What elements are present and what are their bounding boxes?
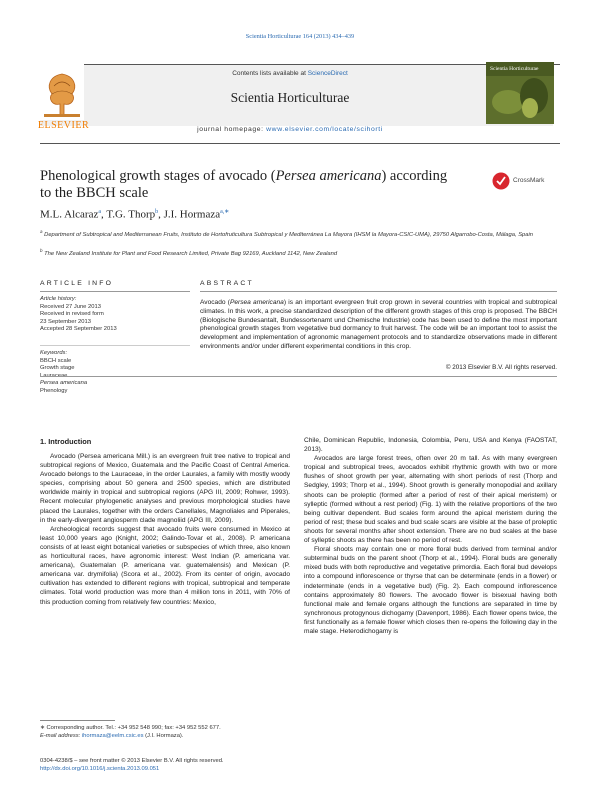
abstract-body: ) is an important evergreen fruit crop grown in several countries with tropical and subtropical climates. In this work, a precise standardized description of the different growth stages of this crop is proposed. The BBCH (Biologische Bundesantalt, Bundessortenamt und Chemische Industrie) code has been used to define the most important phenological growth stages from vegetative bud dormancy to fruit harvest. The code will be an important tool to assist the development and implementation of agronomic management protocols and to standardize observations made in different environments and/or under different experimental conditions in this crop. xyxy=(200,299,557,350)
author-name[interactable]: T.G. Thorp xyxy=(106,208,156,221)
affiliation-text: The New Zealand Institute for Plant and Food Research Limited, Private Bag 92169, Auckland 1142, New Zealand xyxy=(44,250,338,257)
cover-title: Scientia Horticulturae xyxy=(490,66,539,72)
history-line: Accepted 28 September 2013 xyxy=(40,326,117,332)
doi-link[interactable]: http://dx.doi.org/10.1016/j.scienta.2013.09.051 xyxy=(40,765,160,772)
journal-reference[interactable]: Scientia Horticulturae 164 (2013) 434–439 xyxy=(245,33,355,40)
paragraph: Floral shoots may contain one or more floral buds derived from terminal and/or subterminal buds on the parent shoot (Thorp et al., 1994). Floral buds are generally mixed buds with both reproductive and vegetative primordia. Each floral bud develops into a compound inflorescence or thyrse that can be determinate (ends in a flower) or indeterminate (ends in a vegetative bud) (Fig. 2). Each compound inflorescence contains approximately 80 flowers. The avocado flower is bisexual having both functional male and female organs although the functions are separated in time by synchronous protogynous dichogamy (Davenport, 1986). Each flower opens twice, the first functionally as a female flower which closes then re-opens the following day in the male stage. Heterodichogamy is xyxy=(304,546,557,635)
paragraph: Chile, Dominican Republic, Indonesia, Colombia, Peru, USA and Kenya (FAOSTAT, 2013). xyxy=(304,437,557,454)
crossmark-label: CrossMark xyxy=(513,177,545,184)
author-list: M.L. Alcaraz$^a$, T.G. Thorp$^b$, J.I. Hormaza$^{a,∗}$ xyxy=(40,208,230,221)
article-info-rule xyxy=(40,291,190,292)
article-info-heading: ARTICLE INFO xyxy=(40,280,114,287)
footnote-rule xyxy=(40,720,115,721)
email-link[interactable]: ihormaza@eelm.csic.es xyxy=(81,733,144,739)
affiliation-a xyxy=(40,228,560,239)
header-top-rule xyxy=(40,64,560,65)
contents-availability xyxy=(100,70,480,77)
intro-left-column xyxy=(40,452,290,607)
history-line: 23 September 2013 xyxy=(40,318,91,325)
section-heading-introduction: 1. Introduction xyxy=(40,437,92,446)
author-affiliation-mark[interactable]: b xyxy=(155,209,159,215)
title-species-italic: Persea americana xyxy=(275,168,382,184)
author-name[interactable]: J.I. Hormaza xyxy=(163,208,221,221)
journal-homepage xyxy=(100,126,480,133)
email-label: E-mail address: xyxy=(40,733,82,739)
affiliation-mark: a xyxy=(40,229,43,234)
paragraph: Archeological records suggest that avocado fruits were consumed in Mexico at least 10,000 years ago (Knight, 2002; Galindo-Tovar et al., 2008). P. americana consists of at least eight botanical varieties or subspecies of which three, also known as horticultural races, have agronomic interest: West Indian (P. americana var. americana), Guatemalan (P. americana var. guatemalensis) and Mexican (P. americana var. drymifolia) (Scora et al., 2002). From its center of origin, avocado cultivation has extended to different regions with tropical, subtropical and temperate climates. Total world production was more than 4 million tons in 2011, with 70% of this production coming from relatively few countries: Mexico, xyxy=(40,525,290,606)
contents-prefix: Contents lists available at xyxy=(232,70,308,77)
abstract-text xyxy=(200,299,557,352)
keyword: Phenology xyxy=(40,387,68,394)
journal-title: Scientia Horticulturae xyxy=(230,90,350,105)
keyword: Growth stage xyxy=(40,365,75,371)
article-history xyxy=(40,296,190,334)
affiliation-b xyxy=(40,247,560,258)
homepage-prefix: journal homepage: xyxy=(197,126,267,133)
issn-line: 0304-4238/$ – see front matter © 2013 Elsevier B.V. All rights reserved. xyxy=(40,758,224,764)
elsevier-tree-logo-icon xyxy=(40,62,84,122)
abstract-bottom-rule xyxy=(40,376,557,377)
journal-cover-image xyxy=(486,62,554,124)
header-bottom-rule xyxy=(40,143,560,144)
abstract-copyright: © 2013 Elsevier B.V. All rights reserved. xyxy=(445,364,557,371)
abstract-rule xyxy=(200,291,557,292)
keywords xyxy=(40,350,190,395)
abstract-species: Persea americana xyxy=(229,299,284,306)
crossmark-badge[interactable] xyxy=(492,172,552,190)
corresponding-author-note: ∗ Corresponding author. Tel.: +34 952 548 990; fax: +34 952 552 677. xyxy=(40,725,221,731)
issn-and-doi xyxy=(40,758,300,773)
title-part-1: Phenological growth stages of avocado ( xyxy=(40,168,276,184)
paragraph: Avocado (Persea americana Mill.) is an evergreen fruit tree native to tropical and subtropical regions of Mexico, Guatemala and the Pacific Coast of Central America. Avocado belongs to the Lauraceae, in the order Laurales, a family with mostly woody species, comprising about 50 genera and 2500 species, which are distributed worldwide mainly in tropical and subtropical regions (APG III, 2009; Rohwer, 1993). Recent molecular phylogenetic analyses and previous morphological studies have placed the Laurales, together with the orders Canellales, Magnoliales and Piperales, in the early-divergent angiosperm clade magnoliid (APG III, 2009). xyxy=(40,453,290,524)
keyword: BBCH scale xyxy=(40,357,72,364)
email-note xyxy=(40,733,300,741)
author-affiliation-mark[interactable]: a xyxy=(98,209,102,215)
keywords-rule xyxy=(40,345,190,346)
title-part-2: ) according to the BBCH scale xyxy=(40,168,448,201)
author-affiliation-mark[interactable]: a,∗ xyxy=(220,209,230,215)
paragraph: Avocados are large forest trees, often over 20 m tall. As with many evergreen tropical and subtropical trees, avocados exhibit rhythmic growth with two or more flushes of shoot growth per year, alternating with short periods of rest (Thorp and Sedgley, 1993; Thorp et al., 1994). Shoot growth is generally monopodial and axillary shoots can be proleptic (formed after a period of rest of their apical meristem) or sylleptic (formed without a rest period) (Fig. 1) with the relative proportions of the two being cultivar dependent. Bud scales form around the apical meristem during the period of rest; these bud scales and bud scale scars are visible at the base of proleptic shoots for several months after shoot extension. There are no bud scales at the base of sylleptic shoots as there has been no period of rest. xyxy=(304,455,557,545)
article-history-label: Article history: xyxy=(40,296,77,302)
history-line: Received in revised form xyxy=(40,311,104,317)
abstract-intro: Avocado ( xyxy=(200,299,230,306)
history-line: Received 27 June 2013 xyxy=(40,303,101,310)
keywords-label: Keywords: xyxy=(40,350,68,356)
intro-right-column xyxy=(304,436,557,636)
paper-title xyxy=(40,168,460,202)
email-suffix: (J.I. Hormaza). xyxy=(143,733,184,739)
publisher-name: ELSEVIER xyxy=(37,120,90,131)
abstract-heading: ABSTRACT xyxy=(200,280,254,287)
affiliation-mark: b xyxy=(40,248,43,253)
author-name[interactable]: M.L. Alcaraz xyxy=(40,208,99,221)
homepage-link[interactable]: www.elsevier.com/locate/scihorti xyxy=(266,126,383,133)
affiliation-text: Department of Subtropical and Mediterranean Fruits, Instituto de Hortofruticultura Subtropical y Mediterránea La Mayora (IHSM la Mayora-CSIC-UMA), 29750 Algarrobo-Costa, Málaga, Spain xyxy=(44,231,534,238)
crossmark-icon xyxy=(492,172,510,190)
sciencedirect-link[interactable]: ScienceDirect xyxy=(307,70,348,77)
keyword: Persea americana xyxy=(40,380,88,386)
